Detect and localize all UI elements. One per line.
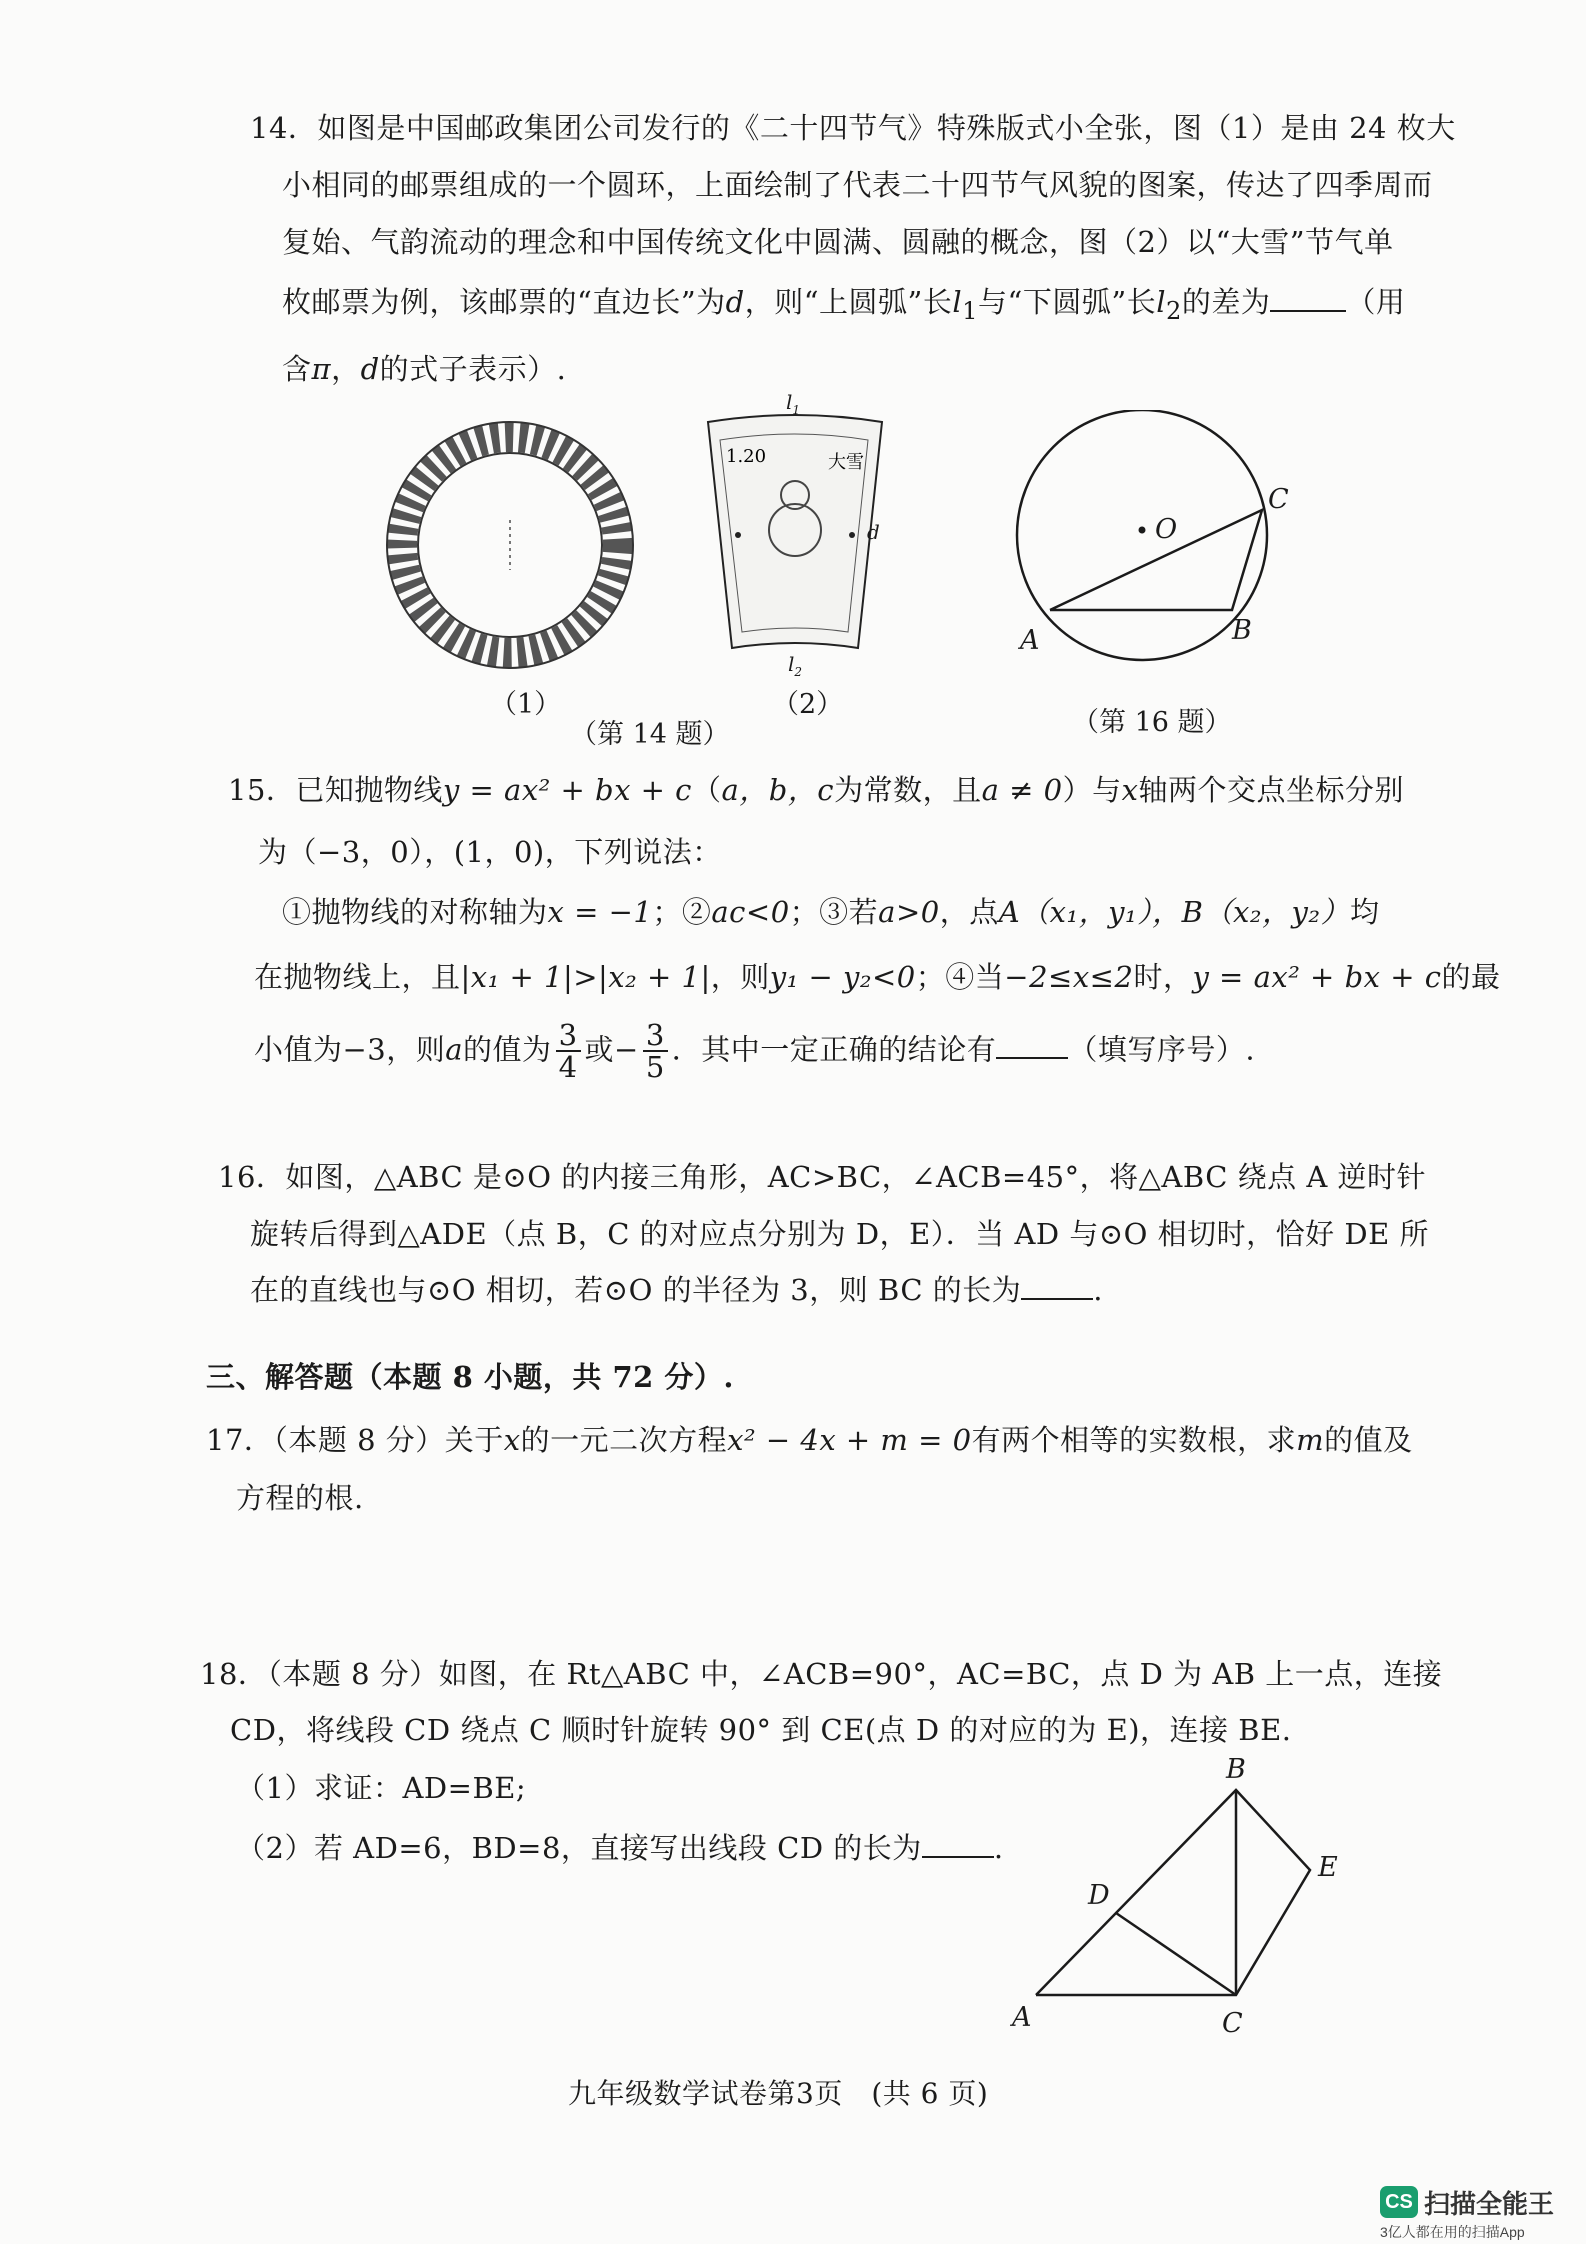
watermark-title: 扫描全能王 xyxy=(1424,2189,1555,2219)
q18-line-4: （2）若 AD=6，BD=8，直接写出线段 CD 的长为 . xyxy=(236,1831,1004,1865)
stamp-l2-label: $l_2$ xyxy=(788,652,803,679)
q14-line-2: 小相同的邮票组成的一个圆环，上面绘制了代表二十四节气风貌的图案，传达了四季周而 xyxy=(282,168,1433,202)
fig16-label-c: C xyxy=(1268,484,1289,515)
fig16-caption: （第 16 题） xyxy=(1072,707,1232,738)
circle-o xyxy=(1017,410,1267,660)
watermark-subtitle: 3亿人都在用的扫描App xyxy=(1380,2224,1525,2240)
q14-line-5: 含π，d的式子表示）. xyxy=(282,352,567,386)
q15-line-3: ①抛物线的对称轴为x = −1；②ac<0；③若a>0，点A（x₁，y₁），B（x₂，y₂）均 xyxy=(282,895,1380,929)
q14-line-1: 14．如图是中国邮政集团公司发行的《二十四节气》特殊版式小全张，图（1）是由 24 枚大 xyxy=(250,111,1456,145)
stamp-dot-right xyxy=(849,532,855,538)
q18-line-3: （1）求证：AD=BE; xyxy=(236,1771,527,1805)
q17-line-2: 方程的根. xyxy=(236,1481,364,1515)
fig16-label-b: B xyxy=(1232,615,1252,646)
fig18-label-c: C xyxy=(1222,2008,1243,2039)
stamp-value: 1.20 xyxy=(726,446,767,467)
q16-line-3: 在的直线也与⊙O 相切，若⊙O 的半径为 3，则 BC 的长为 . xyxy=(250,1273,1103,1307)
q14-line-3: 复始、气韵流动的理念和中国传统文化中圆满、圆融的概念，图（2）以“大雪”节气单 xyxy=(282,225,1394,259)
q15-line-2: 为（−3，0），(1，0)，下列说法： xyxy=(258,835,722,869)
ring-inner-edge xyxy=(418,453,602,637)
camscanner-logo-icon: CS xyxy=(1380,2186,1418,2218)
q18-line-2: CD，将线段 CD 绕点 C 顺时针旋转 90° 到 CE(点 D 的对应的为 E)，连接 BE. xyxy=(230,1713,1292,1747)
q16-line-1: 16．如图，△ABC 是⊙O 的内接三角形，AC>BC，∠ACB=45°，将△ABC 绕点 A 逆时针 xyxy=(218,1160,1426,1194)
q15-line-1: 15．已知抛物线y = ax² + bx + c（a，b，c为常数，且a ≠ 0）与x轴两个交点坐标分别 xyxy=(228,773,1404,807)
fig16-label-a: A xyxy=(1020,625,1040,656)
q14-line-4: 枚邮票为例，该邮票的“直边长”为d，则“上圆弧”长$l_1$与“下圆弧”长$l_2$的差为 （用 xyxy=(282,285,1406,325)
answer-blank-16 xyxy=(1021,1297,1093,1300)
fraction-3-4: $\frac{3}{4}$ xyxy=(556,1020,581,1083)
stamp-l1-label: $l_1$ xyxy=(786,390,801,417)
q15-line-5: 小值为−3，则a的值为 $\frac{3}{4}$ 或− $\frac{3}{5}$ ．其中一定正确的结论有 （填写序号）. xyxy=(254,1018,1256,1085)
fig18-label-d: D xyxy=(1088,1880,1110,1911)
fig14-1-label: （1） xyxy=(490,689,562,720)
answer-blank-14 xyxy=(1270,309,1346,312)
stamp-name: 大雪 xyxy=(828,452,864,473)
q17-line-1: 17．（本题 8 分）关于x的一元二次方程x² − 4x + m = 0有两个相等的实数根，求m的值及 xyxy=(206,1423,1413,1457)
stamp-ring xyxy=(402,437,618,653)
fig18-diagram xyxy=(1020,1770,1340,2010)
outline-a-b-e-c xyxy=(1036,1790,1310,1995)
q16-line-2: 旋转后得到△ADE（点 B，C 的对应点分别为 D，E）．当 AD 与⊙O 相切时，恰好 DE 所 xyxy=(250,1217,1430,1251)
fig18-label-b: B xyxy=(1226,1754,1246,1785)
segment-cd xyxy=(1116,1913,1236,1995)
stamp-d-label: d xyxy=(867,520,880,544)
fraction-3-5: $\frac{3}{5}$ xyxy=(643,1020,668,1083)
fig18-label-a: A xyxy=(1012,2002,1032,2033)
section-3-heading: 三、解答题（本题 8 小题，共 72 分）. xyxy=(206,1360,735,1394)
answer-blank-18 xyxy=(922,1855,994,1858)
fig14-2-label: （2） xyxy=(772,689,844,720)
stamp-dot-left xyxy=(735,532,741,538)
stamp-ring-figure xyxy=(385,420,635,670)
fig18-label-e: E xyxy=(1318,1852,1338,1883)
center-o-point xyxy=(1139,527,1146,534)
q15-line-4: 在抛物线上，且|x₁ + 1|>|x₂ + 1|，则y₁ − y₂<0；④当−2≤x≤2时，y = ax² + bx + c的最 xyxy=(254,960,1501,994)
q18-line-1: 18．（本题 8 分）如图，在 Rt△ABC 中，∠ACB=90°，AC=BC，点 D 为 AB 上一点，连接 xyxy=(200,1657,1443,1691)
answer-blank-15 xyxy=(996,1056,1068,1059)
fig16-diagram xyxy=(1000,410,1300,680)
fig16-label-o: O xyxy=(1155,514,1178,545)
stamp-figure xyxy=(700,410,890,660)
fig14-caption: （第 14 题） xyxy=(570,719,730,750)
page-footer: 九年级数学试卷第3页 (共 6 页) xyxy=(568,2077,989,2110)
